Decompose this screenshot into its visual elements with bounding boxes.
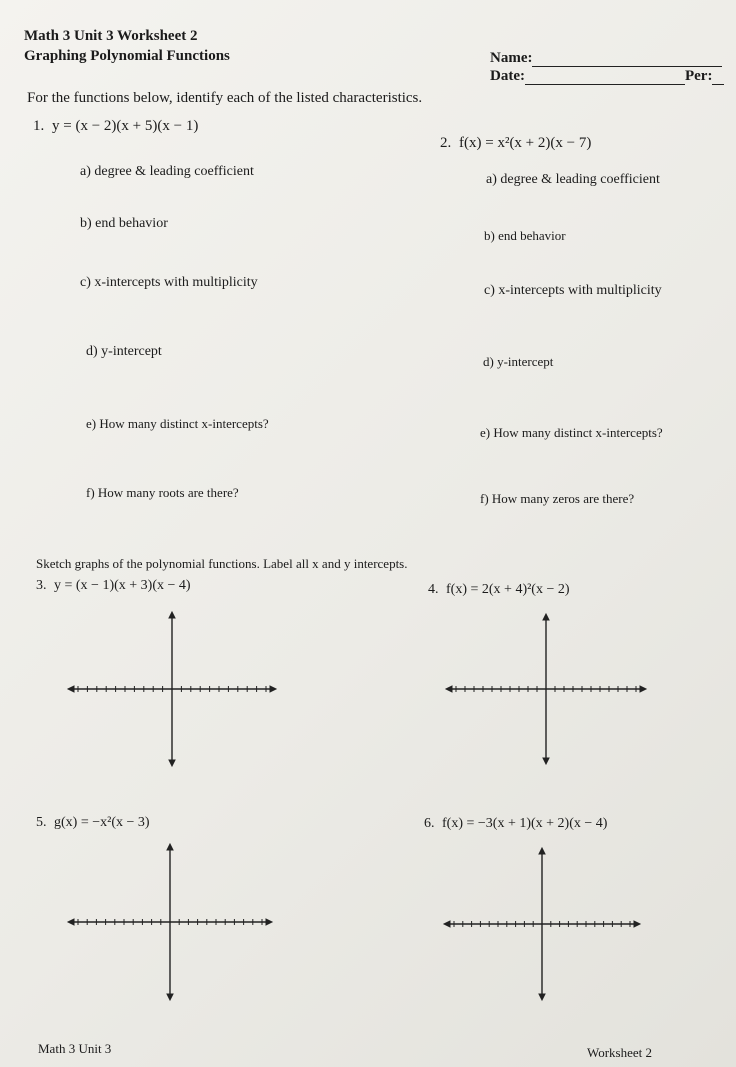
problem-5-axes[interactable] — [66, 842, 274, 1002]
problem-1-part-e: e) How many distinct x-intercepts? — [86, 416, 269, 431]
footer-left: Math 3 Unit 3 — [38, 1041, 112, 1056]
name-label: Name: — [490, 50, 533, 66]
problem-6-heading — [424, 816, 607, 832]
problem-4-number: 4. — [428, 582, 439, 597]
problem-1-part-b: b) end behavior — [80, 216, 168, 231]
problem-1-part-a: a) degree & leading coefficient — [80, 164, 254, 179]
y-axis-arrow-down — [539, 994, 545, 1000]
x-axis-arrow-left — [68, 686, 74, 692]
problem-2-part-b: b) end behavior — [484, 228, 566, 243]
problem-6-equation: f(x) = −3(x + 1)(x + 2)(x − 4) — [442, 816, 608, 831]
date-field[interactable] — [490, 68, 724, 85]
problem-2-part-d: d) y-intercept — [483, 354, 554, 369]
per-label: Per: — [684, 68, 713, 84]
problem-3-number: 3. — [36, 578, 47, 593]
problem-2-number: 2. — [440, 135, 452, 151]
y-axis-arrow-up — [543, 614, 549, 620]
y-axis-arrow-down — [167, 994, 173, 1000]
date-label: Date: — [490, 68, 525, 84]
problem-4-heading — [428, 582, 570, 598]
problem-2-part-f: f) How many zeros are there? — [480, 491, 635, 506]
name-line — [532, 52, 722, 67]
problem-1-equation: y = (x − 2)(x + 5)(x − 1) — [52, 118, 199, 134]
instructions: For the functions below, identify each of the listed characteristics. — [27, 90, 423, 106]
problem-4-axes[interactable] — [444, 612, 648, 766]
y-axis-arrow-up — [539, 848, 545, 854]
problem-1-part-f: f) How many roots are there? — [86, 485, 239, 500]
x-axis-arrow-right — [634, 921, 640, 927]
problem-2-part-c: c) x-intercepts with multiplicity — [484, 283, 662, 298]
date-line — [525, 70, 685, 85]
x-axis-arrow-left — [444, 921, 450, 927]
problem-1-number: 1. — [33, 118, 45, 134]
x-axis-arrow-left — [446, 686, 452, 692]
problem-5-number: 5. — [36, 815, 47, 830]
problem-2-equation: f(x) = x²(x + 2)(x − 7) — [459, 135, 592, 151]
per-line — [712, 70, 724, 85]
problem-5-equation: g(x) = −x²(x − 3) — [54, 815, 150, 830]
worksheet-title: Math 3 Unit 3 Worksheet 2 — [24, 28, 198, 44]
problem-5-heading — [36, 815, 150, 831]
x-axis-arrow-left — [68, 919, 74, 925]
footer-right: Worksheet 2 — [587, 1045, 653, 1060]
x-axis-arrow-right — [640, 686, 646, 692]
problem-6-axes[interactable] — [442, 846, 642, 1002]
name-field[interactable] — [490, 50, 722, 67]
y-axis-arrow-down — [543, 758, 549, 764]
problem-3-equation: y = (x − 1)(x + 3)(x − 4) — [54, 578, 191, 593]
problem-1-part-c: c) x-intercepts with multiplicity — [80, 275, 258, 290]
problem-3-heading — [36, 578, 191, 594]
problem-2-heading — [440, 135, 591, 152]
worksheet-subtitle: Graphing Polynomial Functions — [24, 48, 230, 64]
problem-2-part-a: a) degree & leading coefficient — [486, 172, 660, 187]
y-axis-arrow-down — [169, 760, 175, 766]
x-axis-arrow-right — [266, 919, 272, 925]
problem-1-part-d: d) y-intercept — [86, 344, 162, 359]
x-axis-arrow-right — [270, 686, 276, 692]
problem-2-part-e: e) How many distinct x-intercepts? — [480, 425, 663, 440]
problem-4-equation: f(x) = 2(x + 4)²(x − 2) — [446, 582, 570, 597]
problem-1-heading — [33, 118, 198, 135]
y-axis-arrow-up — [167, 844, 173, 850]
sketch-instructions: Sketch graphs of the polynomial functions. Label all x and y intercepts. — [36, 556, 408, 571]
y-axis-arrow-up — [169, 612, 175, 618]
problem-6-number: 6. — [424, 816, 435, 831]
problem-3-axes[interactable] — [66, 610, 278, 768]
